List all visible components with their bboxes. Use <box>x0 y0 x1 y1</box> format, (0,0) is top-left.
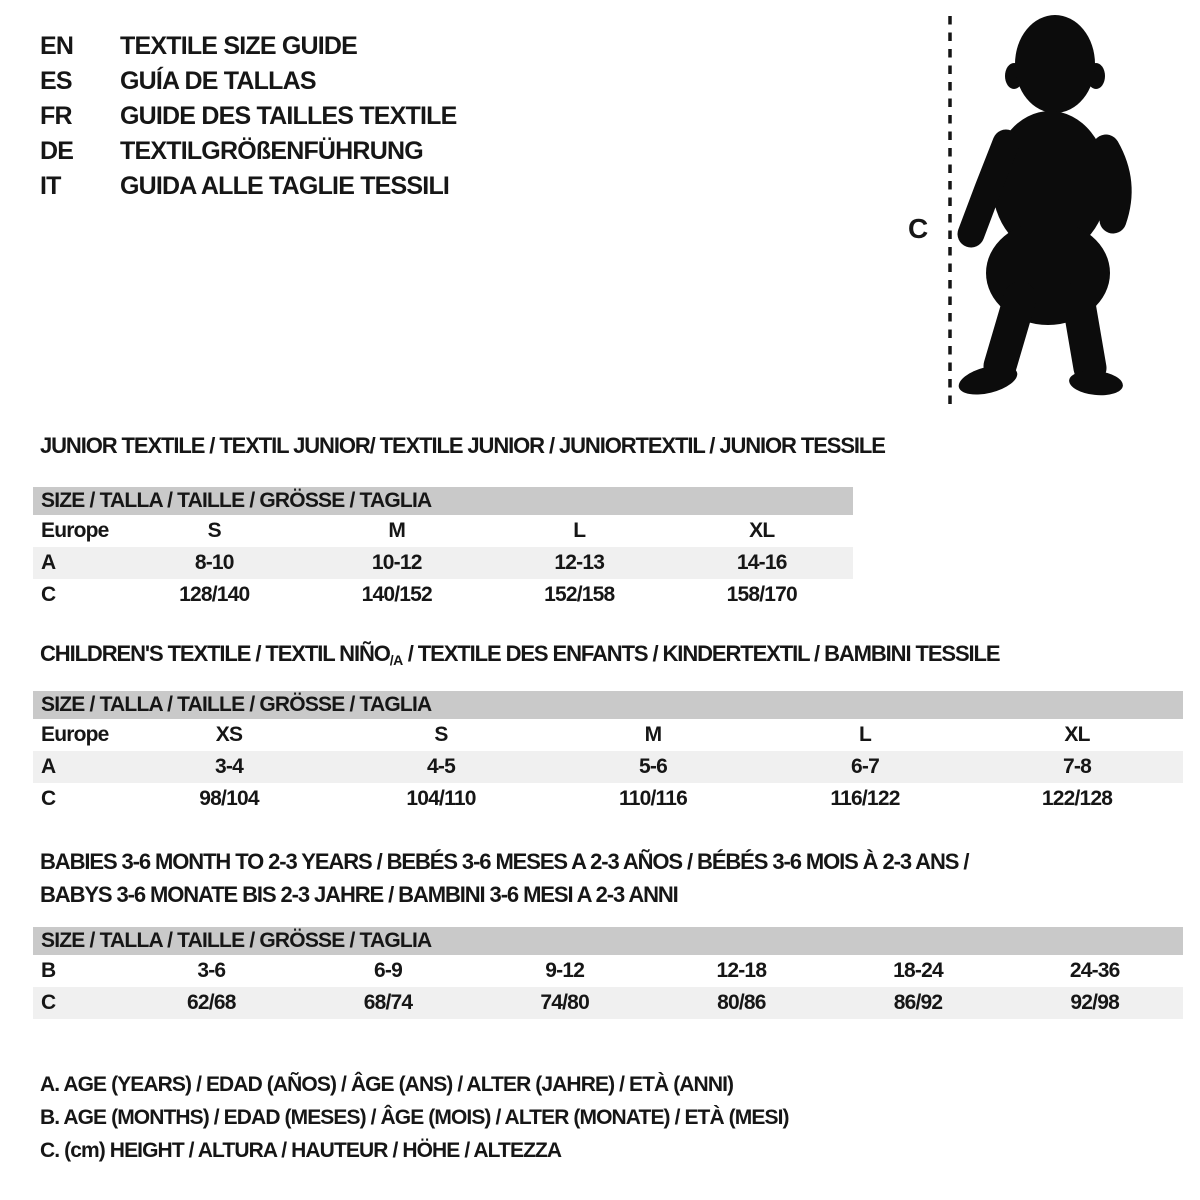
row-label: A <box>41 551 56 574</box>
height-measure-label: C <box>908 213 929 244</box>
language-code: FR <box>40 102 72 130</box>
language-title-list <box>40 29 457 204</box>
table-cell: 62/68 <box>187 991 236 1014</box>
table-cell: 92/98 <box>1070 991 1119 1014</box>
table-cell: 158/170 <box>726 583 797 606</box>
language-row-en <box>40 29 457 64</box>
guide-title: GUIDE DES TAILLES TEXTILE <box>120 102 457 130</box>
table-cell: 6-7 <box>851 755 879 778</box>
language-code: EN <box>40 32 74 60</box>
table-row-europe <box>33 719 1183 751</box>
junior-size-table <box>33 487 853 611</box>
table-cell: 74/80 <box>540 991 589 1014</box>
babies-title-line1: BABIES 3-6 MONTH TO 2-3 YEARS / BEBÉS 3-6 MESES A 2-3 AÑOS / BÉBÉS 3-6 MOIS À 2-3 ANS / <box>40 848 969 874</box>
children-section-title <box>40 641 999 669</box>
row-label: C <box>41 583 56 606</box>
table-row-height <box>33 579 853 611</box>
table-cell: 18-24 <box>893 959 943 982</box>
language-row-es <box>40 64 457 99</box>
table-cell: M <box>644 723 662 746</box>
guide-title: GUIDA ALLE TAGLIE TESSILI <box>120 172 450 200</box>
language-code: ES <box>40 67 72 95</box>
figure-toddler <box>900 8 1172 423</box>
language-code: DE <box>40 137 74 165</box>
babies-size-table <box>33 927 1183 1019</box>
row-label: Europe <box>41 519 109 542</box>
table-cell: 104/110 <box>406 787 476 810</box>
children-size-table <box>33 691 1183 815</box>
table-cell: L <box>858 723 872 746</box>
table-row-age <box>33 751 1183 783</box>
table-row-age <box>33 547 853 579</box>
table-cell: S <box>434 723 448 746</box>
table-cell: 86/92 <box>893 991 943 1014</box>
table-cell: 9-12 <box>545 959 585 982</box>
table-row-height <box>33 987 1183 1019</box>
guide-title: TEXTILE SIZE GUIDE <box>120 32 358 60</box>
legend-line-a: A. AGE (YEARS) / EDAD (AÑOS) / ÂGE (ANS) / ALTER (JAHRE) / ETÀ (ANNI) <box>40 1072 734 1096</box>
table-row-europe <box>33 515 853 547</box>
size-header-bar: SIZE / TALLA / TAILLE / GRÖSSE / TAGLIA <box>33 487 853 515</box>
table-cell: 4-5 <box>427 755 455 778</box>
table-cell: XS <box>215 723 243 746</box>
table-cell: 8-10 <box>194 551 234 574</box>
babies-section-title <box>40 845 968 911</box>
table-cell: 12-13 <box>554 551 605 574</box>
table-row-height <box>33 783 1183 815</box>
row-label: C <box>41 787 56 810</box>
size-header-bar: SIZE / TALLA / TAILLE / GRÖSSE / TAGLIA <box>33 691 1183 719</box>
children-title-text: / TEXTILE DES ENFANTS / KINDERTEXTIL / BAMBINI TESSILE <box>402 641 1000 666</box>
language-row-fr <box>40 99 457 134</box>
language-row-de <box>40 134 457 169</box>
table-cell: 68/74 <box>363 991 413 1014</box>
row-label: A <box>41 755 56 778</box>
size-header-bar: SIZE / TALLA / TAILLE / GRÖSSE / TAGLIA <box>33 927 1183 955</box>
table-cell: 98/104 <box>199 787 259 810</box>
children-title-text: CHILDREN'S TEXTILE / TEXTIL NIÑO <box>40 641 390 666</box>
table-cell: 12-18 <box>716 959 767 982</box>
table-row-age-months <box>33 955 1183 987</box>
row-label: C <box>41 991 56 1014</box>
table-cell: 152/158 <box>544 583 615 606</box>
table-cell: 7-8 <box>1063 755 1091 778</box>
legend-line-b: B. AGE (MONTHS) / EDAD (MESES) / ÂGE (MOIS) / ALTER (MONATE) / ETÀ (MESI) <box>40 1105 789 1129</box>
row-label: Europe <box>41 723 109 746</box>
guide-title: GUÍA DE TALLAS <box>120 67 316 95</box>
legend-line-c: C. (cm) HEIGHT / ALTURA / HAUTEUR / HÖHE / ALTEZZA <box>40 1138 562 1162</box>
row-label: B <box>41 959 56 982</box>
table-cell: 5-6 <box>639 755 667 778</box>
table-cell: 3-6 <box>197 959 226 982</box>
language-row-it <box>40 169 457 204</box>
table-cell: 3-4 <box>215 755 243 778</box>
table-cell: M <box>388 519 406 542</box>
table-cell: L <box>573 519 586 542</box>
table-cell: 6-9 <box>374 959 402 982</box>
babies-title-line2: BABYS 3-6 MONATE BIS 2-3 JAHRE / BAMBINI 3-6 MESI A 2-3 ANNI <box>40 881 678 907</box>
table-cell: 24-36 <box>1069 959 1120 982</box>
table-cell: 122/128 <box>1041 787 1113 810</box>
table-cell: 14-16 <box>736 551 787 574</box>
table-cell: S <box>207 519 221 542</box>
toddler-silhouette-icon <box>938 8 1160 420</box>
table-cell: 10-12 <box>371 551 422 574</box>
table-cell: XL <box>1064 723 1090 746</box>
table-cell: 140/152 <box>361 583 432 606</box>
junior-section-title: JUNIOR TEXTILE / TEXTIL JUNIOR/ TEXTILE JUNIOR / JUNIORTEXTIL / JUNIOR TESSILE <box>40 433 885 458</box>
table-cell: 80/86 <box>717 991 766 1014</box>
table-cell: 128/140 <box>179 583 250 606</box>
table-cell: 110/116 <box>619 787 687 810</box>
legend <box>40 1068 789 1167</box>
guide-title: TEXTILGRÖßENFÜHRUNG <box>120 137 423 165</box>
children-title-subscript: /A <box>389 652 403 668</box>
language-code: IT <box>40 172 61 200</box>
table-cell: XL <box>749 519 775 542</box>
table-cell: 116/122 <box>830 787 900 810</box>
